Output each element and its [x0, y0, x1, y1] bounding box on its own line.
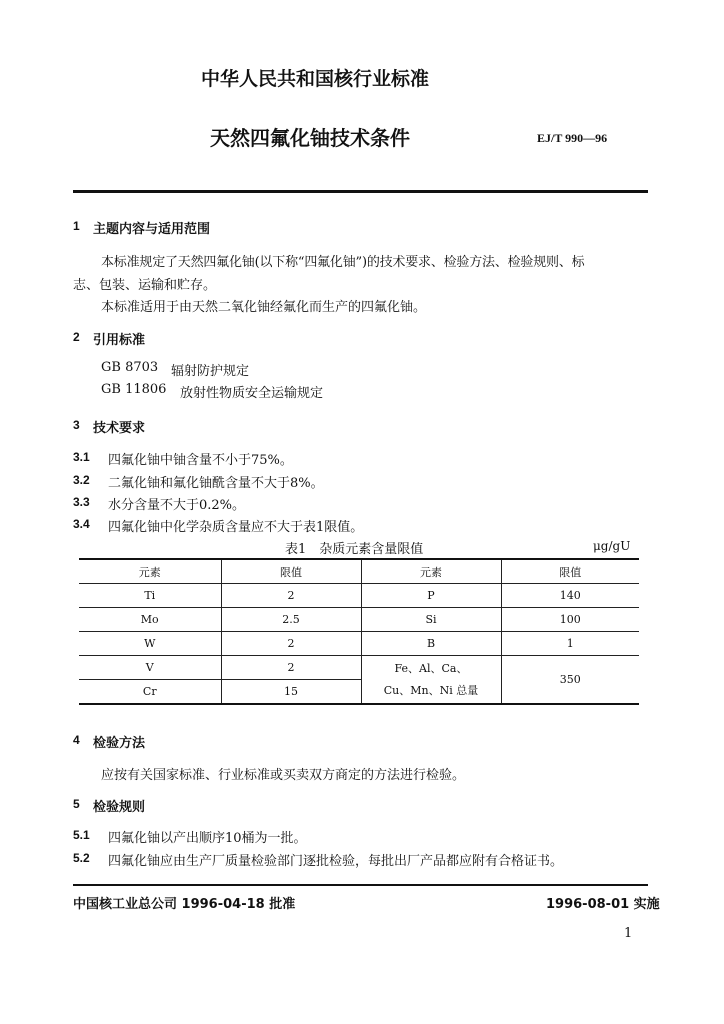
table-row [79, 584, 639, 608]
reference-code: GB 11806 [101, 382, 167, 397]
clause-text: 四氟化铀以产出顺序10桶为一批。 [108, 831, 307, 846]
section-2-title: 引用标准 [93, 333, 146, 348]
table-unit: μg/gU [593, 539, 631, 553]
reference-name: 放射性物质安全运输规定 [180, 386, 324, 401]
table-cell: Cr [79, 680, 221, 705]
section-5-title: 检验规则 [93, 800, 146, 815]
section-1-title: 主题内容与适用范围 [93, 222, 211, 237]
section-1-paragraph-2: 本标准适用于由天然二氧化铀经氟化而生产的四氟化铀。 [101, 300, 427, 315]
table-cell: 140 [501, 584, 639, 608]
footer-divider [73, 884, 648, 886]
table-cell: 100 [501, 608, 639, 632]
merged-element-line-1: Fe、Al、Ca、 [394, 661, 468, 675]
standard-code: EJ/T 990—96 [537, 131, 608, 145]
table-cell: 2 [221, 656, 361, 680]
section-1-paragraph-1-line-2: 志、包装、运输和贮存。 [73, 278, 217, 293]
table-caption: 表1 杂质元素含量限值 [285, 542, 424, 557]
document-title: 天然四氟化铀技术条件 [210, 126, 410, 150]
table-header-row [79, 559, 639, 584]
clause-number: 3.4 [73, 517, 90, 531]
table-cell: 2 [221, 632, 361, 656]
organization-title: 中华人民共和国核行业标准 [201, 68, 430, 90]
section-4-title: 检验方法 [93, 736, 146, 751]
approval-line: 中国核工业总公司 1996-04-18 批准 [73, 897, 296, 912]
table-cell: Ti [79, 584, 221, 608]
table-cell: 2 [221, 584, 361, 608]
section-5-number: 5 [73, 797, 80, 811]
table-cell: V [79, 656, 221, 680]
column-header: 限值 [221, 559, 361, 584]
page-number: 1 [624, 926, 633, 941]
implementation-date: 1996-08-01 实施 [546, 897, 660, 912]
column-header: 元素 [361, 559, 501, 584]
clause-text: 水分含量不大于0.2%。 [108, 498, 246, 513]
clause-number: 5.2 [73, 851, 90, 865]
clause-number: 3.3 [73, 495, 90, 509]
table-cell: Si [361, 608, 501, 632]
section-2-number: 2 [73, 330, 80, 344]
clause-text: 四氟化铀应由生产厂质量检验部门逐批检验，每批出厂产品都应附有合格证书。 [108, 854, 564, 869]
section-3-title: 技术要求 [93, 421, 146, 436]
table-row [79, 656, 639, 680]
clause-text: 四氟化铀中化学杂质含量应不大于表1限值。 [108, 520, 364, 535]
clause-number: 3.2 [73, 473, 90, 487]
section-3-number: 3 [73, 418, 80, 432]
clause-number: 5.1 [73, 828, 90, 842]
clause-text: 四氟化铀中铀含量不小于75%。 [108, 453, 293, 468]
table-row [79, 632, 639, 656]
table-cell: B [361, 632, 501, 656]
table-row [79, 608, 639, 632]
section-1-paragraph-1-line-1: 本标准规定了天然四氟化铀(以下称“四氟化铀”)的技术要求、检验方法、检验规则、标 [101, 255, 585, 270]
column-header: 限值 [501, 559, 639, 584]
column-header: 元素 [79, 559, 221, 584]
table-cell: P [361, 584, 501, 608]
section-4-text: 应按有关国家标准、行业标准或买卖双方商定的方法进行检验。 [101, 768, 466, 783]
table-cell: Mo [79, 608, 221, 632]
merged-element-line-2: Cu、Mn、Ni 总量 [383, 683, 479, 697]
reference-code: GB 8703 [101, 360, 159, 375]
merged-limit-cell: 350 [501, 656, 639, 705]
table-cell: W [79, 632, 221, 656]
reference-name: 辐射防护规定 [171, 364, 250, 379]
section-4-number: 4 [73, 733, 80, 747]
merged-element-cell [361, 656, 501, 705]
impurity-limits-table [79, 558, 639, 705]
clause-text: 二氟化铀和氟化铀酰含量不大于8%。 [108, 476, 324, 491]
table-cell: 15 [221, 680, 361, 705]
clause-number: 3.1 [73, 450, 90, 464]
header-divider [73, 190, 648, 193]
table-cell: 2.5 [221, 608, 361, 632]
table-cell: 1 [501, 632, 639, 656]
section-1-number: 1 [73, 219, 80, 233]
